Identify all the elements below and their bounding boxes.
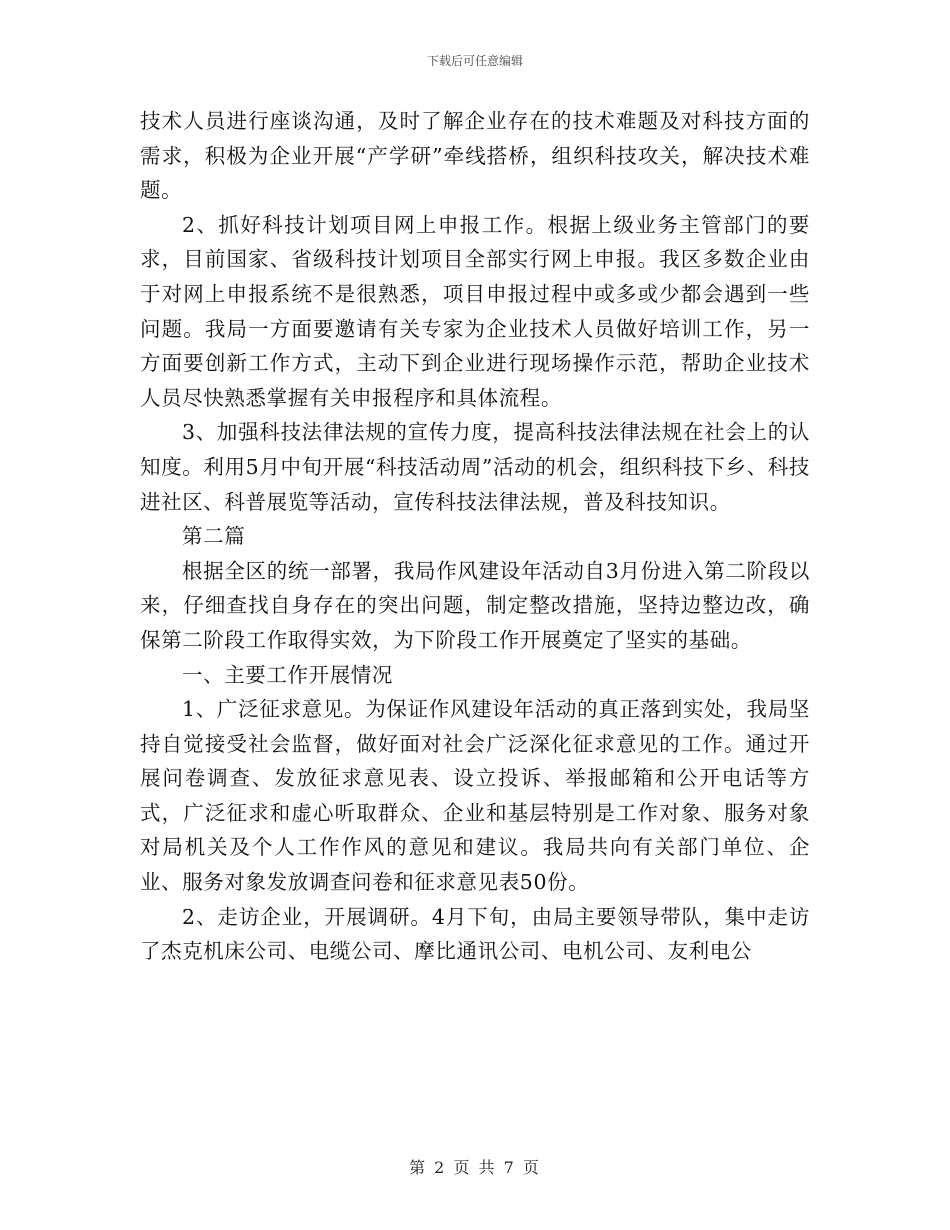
page-number: 第 2 页 共 7 页	[409, 1158, 541, 1177]
paragraph: 2、抓好科技计划项目网上申报工作。根据上级业务主管部门的要求，目前国家、省级科技计划项目全部实行网上申报。我区多数企业由于对网上申报系统不是很熟悉，项目申报过程中或多或少都会遇到一些问题。我局一方面要邀请有关专家为企业技术人员做好培训工作，另一方面要创新工作方式，主动下到企业进行现场操作示范，帮助企业技术人员尽快熟悉掌握有关申报程序和具体流程。	[140, 212, 810, 410]
paragraph: 根据全区的统一部署，我局作风建设年活动自3月份进入第二阶段以来，仔细查找自身存在的突出问题，制定整改措施，坚持边整边改，确保第二阶段工作取得实效，为下阶段工作开展奠定了坚实的基础。	[140, 558, 810, 652]
paragraph: 3、加强科技法律法规的宣传力度，提高科技法律法规在社会上的认知度。利用5月中旬开展“科技活动周”活动的机会，组织科技下乡、科技进社区、科普展览等活动，宣传科技法律法规，普及科技知识。	[140, 420, 810, 514]
document-body	[140, 104, 810, 969]
paragraph: 技术人员进行座谈沟通，及时了解企业存在的技术难题及对科技方面的需求，积极为企业开展“产学研”牵线搭桥，组织科技攻关，解决技术难题。	[140, 109, 810, 203]
section-heading: 第二篇	[182, 524, 246, 549]
section-heading: 一、主要工作开展情况	[182, 662, 393, 687]
paragraph: 1、广泛征求意见。为保证作风建设年活动的真正落到实处，我局坚持自觉接受社会监督，做好面对社会广泛深化征求意见的工作。通过开展问卷调查、发放征求意见表、设立投诉、举报邮箱和公开电话等方式，广泛征求和虚心听取群众、企业和基层特别是工作对象、服务对象对局机关及个人工作作风的意见和建议。我局共向有关部门单位、企业、服务对象发放调查问卷和征求意见表50份。	[140, 697, 810, 895]
paragraph: 2、走访企业，开展调研。4月下旬，由局主要领导带队，集中走访了杰克机床公司、电缆公司、摩比通讯公司、电机公司、友利电公	[140, 904, 810, 964]
page-header: 下载后可任意编辑	[426, 54, 523, 68]
